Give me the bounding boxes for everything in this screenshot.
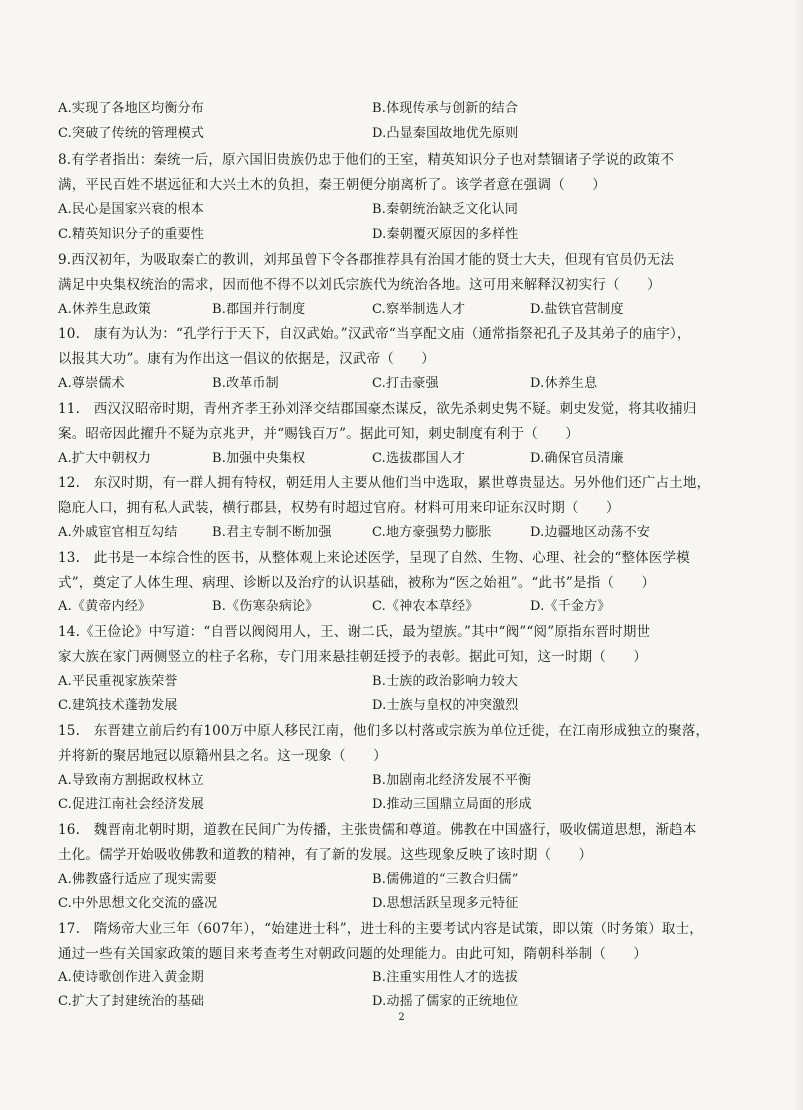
q16-option-a: A.佛教盛行适应了现实需要 — [58, 872, 218, 887]
q11-option-d: D.确保官员清廉 — [530, 451, 624, 466]
q8-option-d: D.秦朝覆灭原因的多样性 — [372, 227, 519, 242]
q9-option-d: D.盐铁官营制度 — [530, 302, 624, 317]
q10-option-a: A.尊崇儒术 — [58, 376, 125, 391]
q17-option-a: A.使诗歌创作进入黄金期 — [58, 970, 204, 985]
q9-option-c: C.察举制选人才 — [372, 302, 466, 317]
q15-option-d: D.推动三国鼎立局面的形成 — [372, 797, 532, 812]
q8-option-a: A.民心是国家兴衰的根本 — [58, 202, 204, 217]
q13-option-b: B.《伤寒杂病论》 — [212, 599, 319, 614]
q7-option-b: B.体现传承与创新的结合 — [372, 101, 519, 116]
q8-option-b: B.秦朝统治缺乏文化认同 — [372, 202, 519, 217]
q9-stem-line2: 满足中央集权统治的需求，因而他不得不以刘氏宗族代为统治各地。这可用来解释汉初实行（ ） — [58, 277, 661, 293]
q7-option-a: A.实现了各地区均衡分布 — [58, 101, 204, 116]
q17-stem-line2: 通过一些有关国家政策的题目来考查考生对朝政问题的处理能力。由此可知，隋朝科举制（ ） — [58, 946, 648, 962]
q12-stem-line1: 12. 东汉时期，有一群人拥有特权，朝廷用人主要从他们当中选取，累世尊贵显达。另外他们还广占土地， — [58, 475, 711, 491]
q9-option-b: B.郡国并行制度 — [212, 302, 306, 317]
q17-stem-line1: 17. 隋炀帝大业三年（607年），“始建进士科”，进士科的主要考试内容是试策，即以策（时务策）取士， — [58, 921, 703, 937]
scan-edge-shadow — [793, 0, 803, 1110]
page-number: 2 — [398, 1012, 405, 1023]
q12-option-c: C.地方豪强势力膨胀 — [372, 525, 492, 540]
q11-stem-line1: 11. 西汉汉昭帝时期，青州齐孝王孙刘泽交结郡国豪杰谋反，欲先杀刺史隽不疑。刺史发觉，将其收捕归 — [58, 401, 697, 417]
q16-option-d: D.思想活跃呈现多元特征 — [372, 896, 519, 911]
q14-option-c: C.建筑技术蓬勃发展 — [58, 698, 178, 713]
q10-stem-line2: 以报其大功”。康有为作出这一倡议的依据是，汉武帝（ ） — [58, 351, 436, 367]
q15-option-c: C.促进江南社会经济发展 — [58, 797, 205, 812]
q17-option-d: D.动摇了儒家的正统地位 — [372, 994, 519, 1009]
q16-stem-line2: 土化。儒学开始吸收佛教和道教的精神，有了新的发展。这些现象反映了该时期（ ） — [58, 847, 593, 863]
q11-stem-line2: 案。昭帝因此擢升不疑为京兆尹，并“赐钱百万”。据此可知，刺史制度有利于（ ） — [58, 426, 580, 442]
q15-stem-line2: 并将新的聚居地冠以原籍州县之名。这一现象（ ） — [58, 748, 387, 764]
q9-option-a: A.休养生息政策 — [58, 302, 152, 317]
q12-option-b: B.君主专制不断加强 — [212, 525, 332, 540]
q14-option-d: D.士族与皇权的冲突激烈 — [372, 698, 519, 713]
q17-option-c: C.扩大了封建统治的基础 — [58, 994, 205, 1009]
q9-stem-line1: 9.西汉初年，为吸取秦亡的教训，刘邦虽曾下令各郡推荐具有治国才能的贤士大夫，但现有官员仍无法 — [58, 252, 675, 268]
q13-stem-line1: 13. 此书是一本综合性的医书，从整体观上来论述医学，呈现了自然、生物、心理、社会的“整体医学模 — [58, 550, 690, 566]
q11-option-b: B.加强中央集权 — [212, 451, 306, 466]
q12-option-a: A.外戚宦官相互勾结 — [58, 525, 178, 540]
q10-option-b: B.改革币制 — [212, 376, 279, 391]
q14-stem-line1: 14.《王俭论》中写道：“自晋以阀阅用人，王、谢二氏，最为望族。”其中“阀”“阅”原指东晋时期世 — [58, 624, 651, 640]
q10-option-c: C.打击豪强 — [372, 376, 439, 391]
q12-stem-line2: 隐庇人口，拥有私人武装，横行郡县，权势有时超过官府。材料可用来印证东汉时期（ ） — [58, 500, 620, 516]
q8-stem-line2: 满，平民百姓不堪远征和大兴土木的负担，秦王朝便分崩离析了。该学者意在强调（ ） — [58, 177, 606, 193]
q15-option-a: A.导致南方割据政权林立 — [58, 773, 204, 788]
q8-stem-line1: 8.有学者指出：秦统一后，原六国旧贵族仍忠于他们的王室，精英知识分子也对禁锢诸子学说的政策不 — [58, 152, 675, 168]
q8-option-c: C.精英知识分子的重要性 — [58, 227, 205, 242]
q14-option-b: B.士族的政治影响力较大 — [372, 674, 519, 689]
q14-option-a: A.平民重视家族荣誉 — [58, 674, 178, 689]
q16-option-c: C.中外思想文化交流的盛况 — [58, 896, 218, 911]
q13-option-d: D.《千金方》 — [530, 599, 611, 614]
q13-stem-line2: 式”，奠定了人体生理、病理、诊断以及治疗的认识基础，被称为“医之始祖”。“此书”是指（ ） — [58, 575, 656, 591]
q14-stem-line2: 家大族在家门两侧竖立的柱子名称，专门用来悬挂朝廷授予的表彰。据此可知，这一时期（ ） — [58, 649, 648, 665]
q10-option-d: D.休养生息 — [530, 376, 598, 391]
q11-option-a: A.扩大中朝权力 — [58, 451, 152, 466]
q16-option-b: B.儒佛道的“三教合归儒” — [372, 872, 519, 887]
q12-option-d: D.边疆地区动荡不安 — [530, 525, 651, 540]
q11-option-c: C.选拔郡国人才 — [372, 451, 466, 466]
q15-option-b: B.加剧南北经济发展不平衡 — [372, 773, 532, 788]
q13-option-c: C.《神农本草经》 — [372, 599, 479, 614]
q7-option-d: D.凸显秦国故地优先原则 — [372, 126, 519, 141]
q16-stem-line1: 16. 魏晋南北朝时期，道教在民间广为传播，主张贵儒和尊道。佛教在中国盛行，吸收儒道思想，渐趋本 — [58, 822, 697, 838]
q10-stem-line1: 10. 康有为认为：“孔学行于天下，自汉武始。”汉武帝“当享配文庙（通常指祭祀孔子及其弟子的庙宇）， — [58, 326, 691, 342]
q13-option-a: A.《黄帝内经》 — [58, 599, 152, 614]
q15-stem-line1: 15. 东晋建立前后约有100万中原人移民江南，他们多以村落或宗族为单位迁徙，在江南形成独立的聚落， — [58, 723, 710, 739]
q17-option-b: B.注重实用性人才的选拔 — [372, 970, 519, 985]
q7-option-c: C.突破了传统的管理模式 — [58, 126, 205, 141]
